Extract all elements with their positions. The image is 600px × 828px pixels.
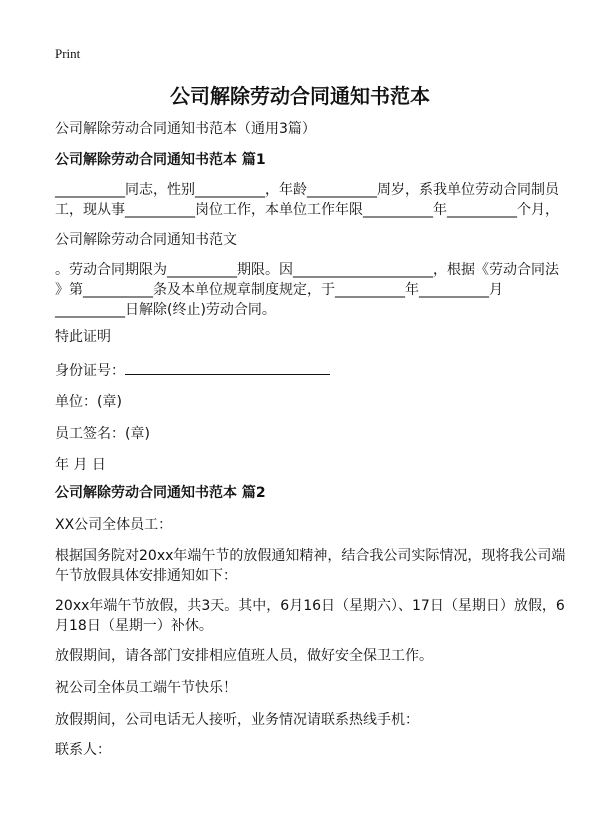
- id-number-blank: [125, 360, 330, 375]
- unit-line: 单位：(章): [55, 394, 122, 410]
- document-subtitle: 公司解除劳动合同通知书范本（通用3篇）: [55, 121, 316, 137]
- print-link[interactable]: Print: [55, 46, 81, 61]
- section-2-heading: 公司解除劳动合同通知书范本 篇2: [55, 485, 266, 501]
- certify-text: 特此证明: [55, 329, 111, 345]
- text-line: 》第__________条及本单位规章制度规定，于__________年__________月: [55, 282, 503, 298]
- text-line: 工，现从事__________岗位工作，本单位工作年限__________年__________个月，: [55, 202, 559, 218]
- contact-line: 联系人：: [55, 742, 111, 758]
- section-1-paragraph-2: 公司解除劳动合同通知书范文: [55, 232, 237, 248]
- section-2-paragraph-5: 放假期间，公司电话无人接听，业务情况请联系热线手机：: [55, 712, 419, 728]
- section-1-paragraph-1: [55, 180, 559, 220]
- text-line: 月18日（星期一）补休。: [55, 618, 213, 634]
- section-2-greeting: XX公司全体员工：: [55, 517, 173, 533]
- section-1-heading: 公司解除劳动合同通知书范本 篇1: [55, 152, 266, 168]
- section-2-paragraph-3: 放假期间，请各部门安排相应值班人员，做好安全保卫工作。: [55, 648, 433, 664]
- section-2-paragraph-1: [55, 546, 566, 586]
- text-line: __________同志，性别__________，年龄__________周岁，系我单位劳动合同制员: [55, 182, 559, 198]
- text-line: 根据国务院对20xx年端午节的放假通知精神，结合我公司实际情况，现将我公司端: [55, 548, 566, 564]
- text-line: 20xx年端午节放假，共3天。其中，6月16日（星期六）、17日（星期日）放假，6: [55, 598, 565, 614]
- text-line: 。劳动合同期限为__________期限。因____________________，根据《劳动合同法: [55, 262, 559, 278]
- date-line: 年 月 日: [55, 457, 106, 473]
- section-2-paragraph-4: 祝公司全体员工端午节快乐！: [55, 680, 237, 696]
- signature-line: 员工签名：(章): [55, 426, 150, 442]
- document-title: 公司解除劳动合同通知书范本: [170, 84, 430, 108]
- section-2-paragraph-2: [55, 596, 565, 636]
- id-number-label: 身份证号：: [55, 363, 125, 379]
- id-number-line: [55, 360, 555, 381]
- text-line: 午节放假具体安排通知如下：: [55, 568, 237, 584]
- section-1-paragraph-3: [55, 260, 559, 320]
- text-line: __________日解除(终止)劳动合同。: [55, 302, 276, 318]
